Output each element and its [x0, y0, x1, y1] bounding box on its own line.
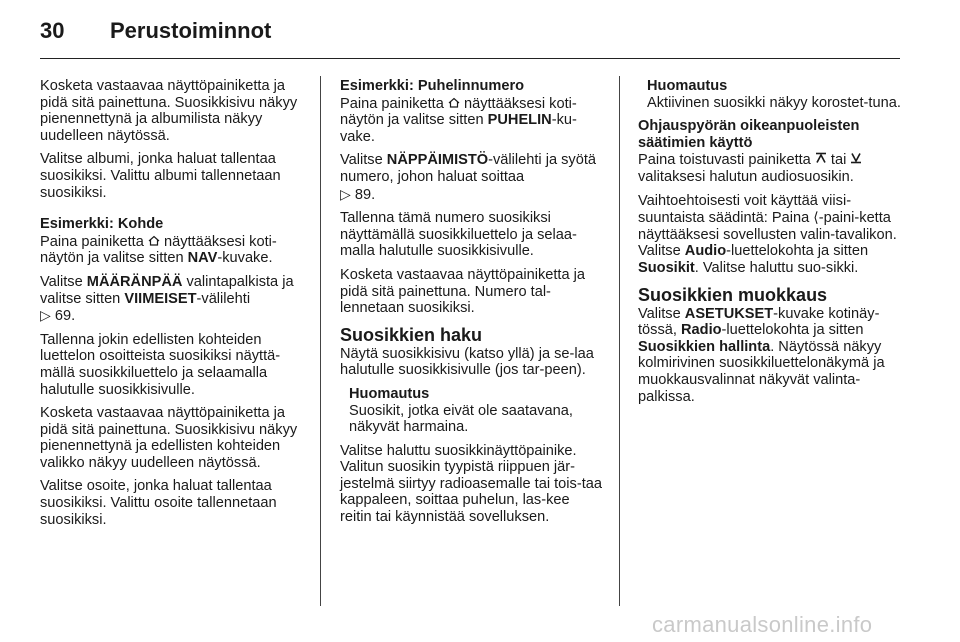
- column-2: [340, 78, 605, 533]
- paragraph: Kosketa vastaavaa näyttöpainiketta ja pidä sitä painettuna. Suosikkisivu näkyy pienennettynä ja edellisten kohteiden valikko näkyy uudelleen näytössä.: [40, 405, 298, 471]
- page-number: 30: [40, 18, 65, 43]
- steering-heading: Ohjauspyörän oikeanpuoleisten säätimien käyttö: [638, 118, 860, 151]
- paragraph: Paina painiketta näyttääksesi koti-näytön ja valitse sitten NAV-kuvake.: [40, 233, 277, 267]
- example-heading: Esimerkki: Kohde: [40, 216, 164, 233]
- page-header: [40, 18, 271, 50]
- column-3: [638, 78, 903, 412]
- page-ref-icon: ▷: [340, 185, 351, 202]
- paragraph: Tallenna jokin edellisten kohteiden luettelon osoitteista suosikiksi näyttä-mällä suosikkiluettelo ja selaamalla halutulle suosikkisivulle.: [40, 331, 281, 398]
- page-reference: 69.: [54, 308, 76, 325]
- chevron-left-icon: ⟨: [813, 209, 819, 226]
- page-reference: 89.: [354, 186, 376, 203]
- page-ref-icon: ▷: [40, 307, 51, 324]
- example-heading: Esimerkki: Puhelinnumero: [340, 78, 525, 94]
- note-text: Aktiivinen suosikki näkyy korostet-tuna.: [647, 94, 901, 111]
- paragraph: Paina painiketta näyttääksesi koti-näytön ja valitse sitten PUHELIN-ku-vake.: [340, 95, 577, 145]
- paragraph: Valitse ASETUKSET-kuvake kotinäy-tössä, Radio-luettelokohta ja sitten Suosikkien hallinta. Näytössä näkyy kolmirivinen suosikkiluettelonäkymä ja muokkausvalinnat näkyvät valinta-palkissa.: [638, 305, 885, 405]
- section-heading: Suosikkien muokkaus: [638, 284, 828, 305]
- paragraph: Valitse MÄÄRÄNPÄÄ valintapalkista ja valitse sitten VIIMEISET-välilehti ▷ 69.: [40, 273, 294, 325]
- paragraph: Paina toistuvasti painiketta tai valitaksesi halutun audiosuosikin.: [638, 151, 903, 185]
- paragraph: Kosketa vastaavaa näyttöpainiketta ja pidä sitä painettuna. Suosikkisivu näkyy pienennettynä ja albumilista näkyy uudelleen näytössä.: [40, 78, 298, 144]
- paragraph: Näytä suosikkisivu (katso yllä) ja se-laa halutulle suosikkisivulle (jos tar-peen).: [340, 345, 594, 379]
- paragraph: Valitse osoite, jonka haluat tallentaa suosikiksi. Valittu osoite tallennetaan suosikiksi.: [40, 478, 277, 528]
- page-title: Perustoiminnot: [110, 18, 272, 43]
- column-divider-1: [320, 76, 321, 606]
- paragraph: Kosketa vastaavaa näyttöpainiketta ja pidä sitä painettuna. Numero tal-lennetaan suosikiksi.: [340, 266, 586, 317]
- paragraph: Vaihtoehtoisesti voit käyttää viisi-suuntaista säädintä: Paina ⟨-paini-ketta näyttääksesi sovellusten valin-tavalikon. Valitse Audio-luettelokohta ja sitten Suosikit. Valitse haluttu suo-sikki.: [638, 192, 897, 276]
- paragraph: Tallenna tämä numero suosikiksi näyttämällä suosikkiluettelo ja selaa-malla halutulle suosikkisivulle.: [340, 210, 577, 260]
- note-box: [647, 78, 903, 111]
- note-box: [349, 386, 605, 436]
- watermark: carmanualsonline.info: [652, 612, 873, 637]
- note-title: Huomautus: [349, 385, 430, 402]
- note-text: Suosikit, jotka eivät ole saatavana, näkyvät harmaina.: [349, 402, 573, 436]
- skip-up-icon: [815, 151, 827, 167]
- column-1: [40, 78, 305, 535]
- paragraph: Valitse NÄPPÄIMISTÖ-välilehti ja syötä numero, johon haluat soittaa ▷ 89.: [340, 152, 597, 203]
- header-rule: [40, 58, 900, 59]
- home-icon: [448, 95, 460, 111]
- paragraph: Valitse albumi, jonka haluat tallentaa suosikiksi. Valittu albumi tallennetaan suosikiksi.: [40, 151, 281, 201]
- paragraph: Valitse haluttu suosikkinäyttöpainike. Valitun suosikin tyypistä riippuen jär-jestelmä siirtyy radioasemalle tai tois-taa kappaleen, soittaa puhelun, las-kee reitin tai käynnistää sovelluksen.: [340, 442, 602, 526]
- home-icon: [148, 233, 160, 249]
- skip-down-icon: [850, 151, 862, 167]
- section-heading: Suosikkien haku: [340, 324, 483, 345]
- note-title: Huomautus: [647, 78, 728, 94]
- column-divider-2: [619, 76, 620, 606]
